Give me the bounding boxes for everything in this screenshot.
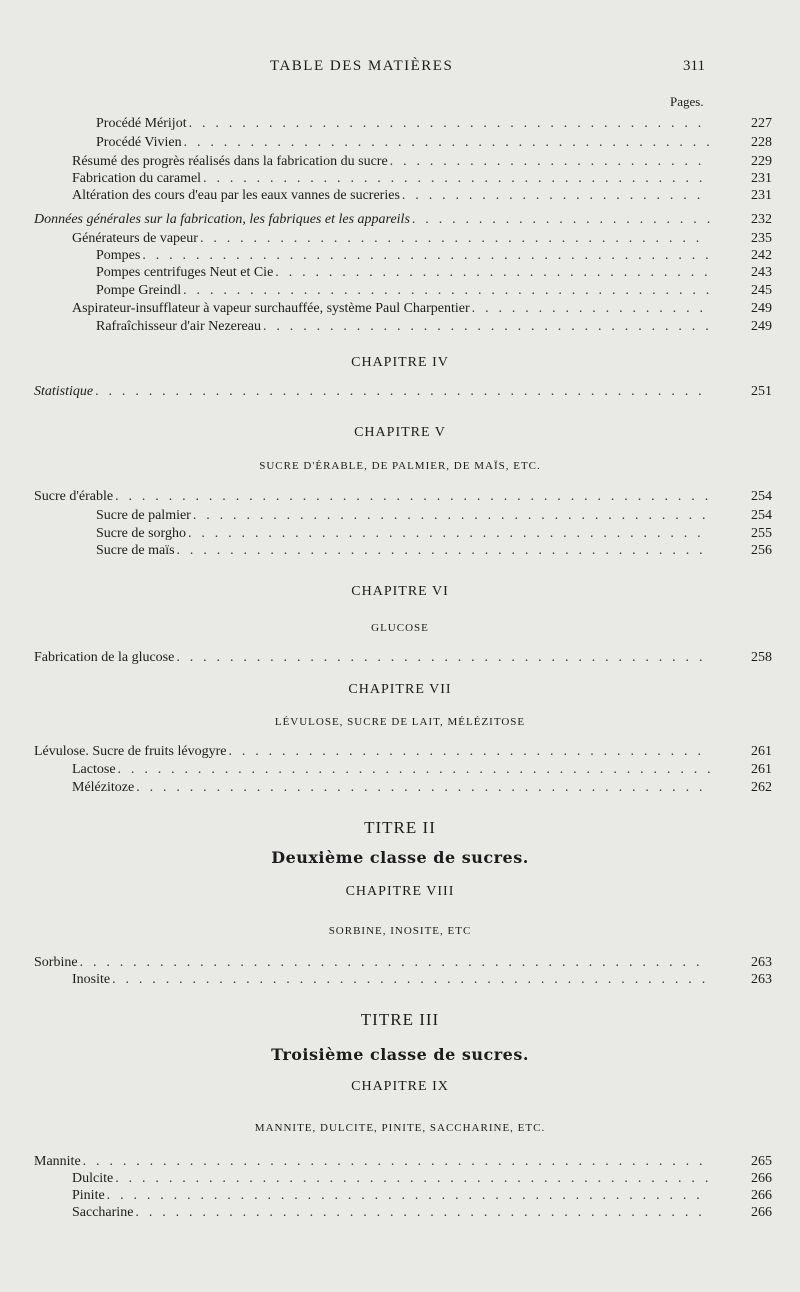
toc-entry — [34, 487, 772, 506]
dot-leader — [189, 114, 710, 133]
toc-entry-page: 266 — [751, 1205, 772, 1220]
toc-entry — [96, 263, 772, 282]
dot-leader — [184, 133, 710, 152]
titre-heading: TITRE II — [364, 818, 436, 837]
toc-entry-label: Pompe Greindl — [96, 283, 182, 298]
toc-entry-label: Statistique — [34, 384, 94, 399]
toc-entry — [96, 541, 772, 560]
toc-entry-label: Pompes — [96, 248, 141, 263]
toc-entry-page: 255 — [751, 526, 772, 541]
dot-leader — [193, 506, 710, 525]
dot-leader — [176, 648, 710, 667]
toc-entry — [96, 114, 772, 133]
page-number: 311 — [683, 58, 705, 74]
toc-entry-page: 231 — [751, 188, 772, 203]
dot-leader — [115, 487, 710, 506]
toc-entry-page: 263 — [751, 972, 772, 987]
toc-entry-page: 251 — [751, 384, 772, 399]
toc-entry-label: Fabrication de la glucose — [34, 650, 175, 665]
toc-entry-label: Pompes centrifuges Neut et Cie — [96, 265, 274, 280]
toc-entry-page: 227 — [751, 116, 772, 131]
toc-entry — [72, 778, 772, 797]
dot-leader — [472, 299, 710, 318]
toc-entry-page: 242 — [751, 248, 772, 263]
titre-heading: TITRE III — [360, 1010, 440, 1029]
toc-entry-label: Pinite — [72, 1188, 105, 1203]
toc-entry-label: Sucre de sorgho — [96, 526, 186, 541]
chapter-subtitle: SUCRE D'ÉRABLE, DE PALMIER, DE MAÏS, ETC. — [259, 460, 541, 472]
chapter-heading: CHAPITRE V — [354, 425, 446, 440]
dot-leader — [135, 1203, 710, 1222]
toc-entry-page: 249 — [751, 319, 772, 334]
dot-leader — [263, 317, 710, 336]
toc-entry-label: Dulcite — [72, 1171, 114, 1186]
toc-entry — [72, 970, 772, 989]
running-title: TABLE DES MATIÈRES — [270, 58, 454, 74]
chapter-subtitle: GLUCOSE — [371, 622, 429, 634]
toc-entry-label: Saccharine — [72, 1205, 134, 1220]
toc-entry — [96, 317, 772, 336]
dot-leader — [412, 210, 710, 229]
toc-entry-label: Lactose — [72, 762, 116, 777]
toc-entry-label: Résumé des progrès réalisés dans la fabrication du sucre — [72, 154, 388, 169]
toc-entry-label: Rafraîchisseur d'air Nezereau — [96, 319, 261, 334]
toc-entry — [72, 760, 772, 779]
toc-entry-label: Aspirateur-insufflateur à vapeur surchauffée, système Paul Charpentier — [72, 301, 470, 316]
dot-leader — [275, 263, 710, 282]
toc-entry-page: 232 — [751, 212, 772, 227]
toc-entry-label: Inosite — [72, 972, 111, 987]
toc-entry-page: 265 — [751, 1154, 772, 1169]
chapter-heading: CHAPITRE VI — [351, 584, 449, 599]
chapter-heading: CHAPITRE VII — [348, 682, 452, 697]
section-heading: Deuxième classe de sucres. — [271, 848, 529, 867]
dot-leader — [183, 281, 710, 300]
toc-entry — [34, 648, 772, 667]
dot-leader — [402, 186, 710, 205]
toc-entry — [34, 742, 772, 761]
toc-entry-page: 262 — [751, 780, 772, 795]
toc-entry-page: 245 — [751, 283, 772, 298]
toc-entry-page: 254 — [751, 489, 772, 504]
toc-entry-label: Mélézitoze — [72, 780, 135, 795]
toc-entry-page: 266 — [751, 1171, 772, 1186]
chapter-heading: CHAPITRE IX — [351, 1079, 449, 1094]
dot-leader — [112, 970, 710, 989]
toc-entry-page: 243 — [751, 265, 772, 280]
toc-entry-label: Procédé Mérijot — [96, 116, 187, 131]
toc-entry-label: Sucre de palmier — [96, 508, 191, 523]
chapter-subtitle: MANNITE, DULCITE, PINITE, SACCHARINE, ETC. — [254, 1122, 546, 1134]
running-header — [0, 58, 800, 80]
toc-entry-page: 261 — [751, 744, 772, 759]
dot-leader — [177, 541, 710, 560]
chapter-subtitle: SORBINE, INOSITE, ETC — [328, 925, 472, 937]
dot-leader — [95, 382, 710, 401]
toc-entry-page: 229 — [751, 154, 772, 169]
dot-leader — [228, 742, 710, 761]
dot-leader — [136, 778, 710, 797]
dot-leader — [118, 760, 710, 779]
toc-entry-label: Données générales sur la fabrication, les fabriques et les appareils — [34, 212, 410, 227]
toc-entry — [34, 382, 772, 401]
toc-entry-label: Sorbine — [34, 955, 78, 970]
toc-entry-label: Procédé Vivien — [96, 135, 182, 150]
toc-entry-page: 254 — [751, 508, 772, 523]
toc-entry-label: Lévulose. Sucre de fruits lévogyre — [34, 744, 227, 759]
toc-entry-page: 256 — [751, 543, 772, 558]
toc-entry-page: 263 — [751, 955, 772, 970]
toc-entry-page: 258 — [751, 650, 772, 665]
toc-entry — [96, 506, 772, 525]
toc-entry-page: 261 — [751, 762, 772, 777]
toc-entry — [34, 210, 772, 229]
toc-entry-label: Générateurs de vapeur — [72, 231, 198, 246]
section-heading: Troisième classe de sucres. — [271, 1045, 529, 1064]
toc-entry-page: 235 — [751, 231, 772, 246]
toc-entry — [72, 299, 772, 318]
chapter-subtitle: LÉVULOSE, SUCRE DE LAIT, MÉLÉZITOSE — [274, 716, 526, 728]
toc-entry-page: 228 — [751, 135, 772, 150]
toc-entry-label: Sucre d'érable — [34, 489, 114, 504]
toc-entry-label: Sucre de maïs — [96, 543, 175, 558]
toc-entry — [72, 186, 772, 205]
toc-entry-label: Mannite — [34, 1154, 81, 1169]
chapter-heading: CHAPITRE IV — [351, 355, 449, 370]
toc-entry-page: 249 — [751, 301, 772, 316]
toc-entry-page: 231 — [751, 171, 772, 186]
toc-entry-page: 266 — [751, 1188, 772, 1203]
toc-entry — [72, 1203, 772, 1222]
toc-entry — [96, 133, 772, 152]
pages-column-label: Pages. — [670, 94, 704, 109]
chapter-heading: CHAPITRE VIII — [345, 884, 455, 899]
toc-entry-label: Fabrication du caramel — [72, 171, 202, 186]
toc-entry — [96, 281, 772, 300]
toc-entry-label: Altération des cours d'eau par les eaux vannes de sucreries — [72, 188, 400, 203]
